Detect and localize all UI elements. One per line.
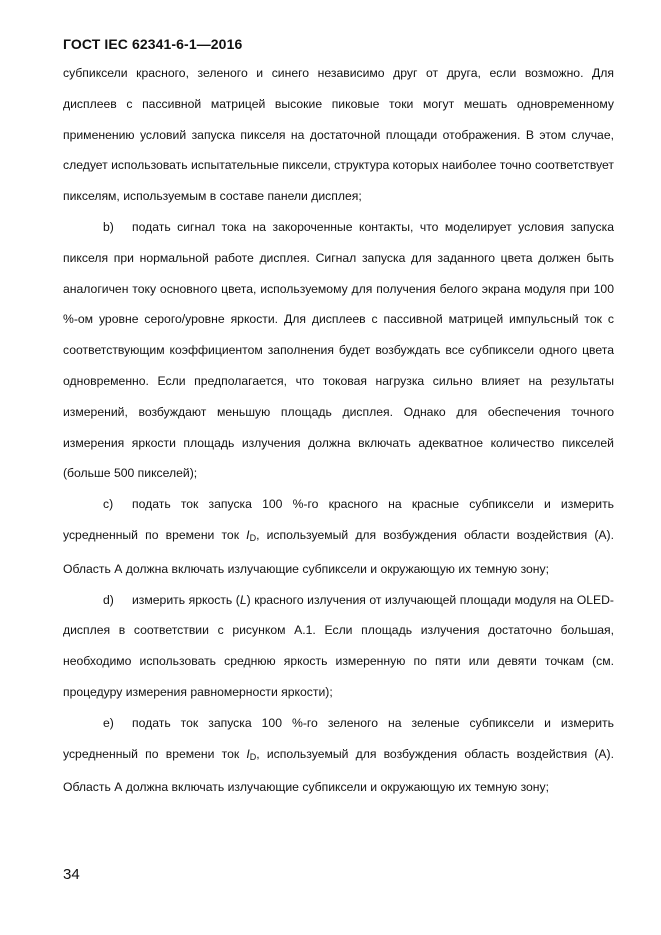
list-marker-c: c): [103, 497, 114, 512]
list-marker-e: e): [103, 715, 114, 730]
list-text-c-before: подать ток запуска 100 %-го красного на красные субпиксели и измерить усредненный по времени ток: [63, 497, 614, 542]
list-marker-b: b): [103, 219, 114, 234]
current-subscript-c: D: [249, 532, 257, 543]
document-standard-header: ГОСТ IEC 62341-6-1—2016: [63, 36, 243, 52]
list-item-c: [63, 489, 614, 584]
current-symbol-c: I: [246, 527, 250, 542]
document-body: [63, 58, 614, 803]
list-text-b: подать сигнал тока на закороченные контакты, что моделирует условия запуска пикселя при нормальной работе дисплея. Сигнал запуска для заданного цвета должен быть аналогичен току основного цвета, используемому для получения белого экрана модуля при 100 %-ом уровне серого/уровне яркости. Для дисплеев с пассивной матрицей импульсный ток с соответствующим коэффициентом заполнения будет возбуждать все субпиксели одного цвета одновременно. Если предполагается, что токовая нагрузка сильно влияет на результаты измерений, возбуждают меньшую площадь дисплея. Однако для обеспечения точного измерения яркости площадь излучения должна включать адекватное количество пикселей (больше 500 пикселей);: [63, 219, 614, 481]
list-text-d-before: измерить яркость (: [132, 592, 240, 607]
current-subscript-e: D: [249, 751, 257, 762]
list-item-b: [63, 212, 614, 489]
list-item-e: [63, 708, 614, 803]
list-text-d-after: ) красного излучения от излучающей площади модуля на OLED-дисплея в соответствии с рисунком А.1. Если площадь излучения достаточно большая, необходимо использовать среднюю яркость измеренную по пяти или девяти точкам (см. процедуру измерения равномерности яркости);: [63, 592, 614, 699]
list-text-e-before: подать ток запуска 100 %-го зеленого на зеленые субпиксели и измерить усредненный по времени ток: [63, 715, 614, 761]
list-text-e-after: , используемый для возбуждения область воздействия (A). Область А должна включать излучающие субпиксели и окружающую их темную зону;: [63, 746, 614, 795]
list-text-c-after: , используемый для возбуждения области воздействия (A). Область А должна включать излучающие субпиксели и окружающую их темную зону;: [63, 527, 614, 576]
current-symbol-e: I: [246, 746, 250, 761]
list-item-d: [63, 585, 614, 708]
list-marker-d: d): [103, 592, 114, 607]
intro-paragraph: субпиксели красного, зеленого и синего независимо друг от друга, если возможно. Для дисплеев с пассивной матрицей высокие пиковые токи могут мешать одновременному применению условий запуска пикселя на достаточной площади отображения. В этом случае, следует использовать испытательные пиксели, структура которых наиболее точно соответствует пикселям, используемым в составе панели дисплея;: [63, 66, 615, 204]
page-number: 34: [63, 866, 80, 883]
luminance-symbol-d: L: [239, 592, 247, 607]
